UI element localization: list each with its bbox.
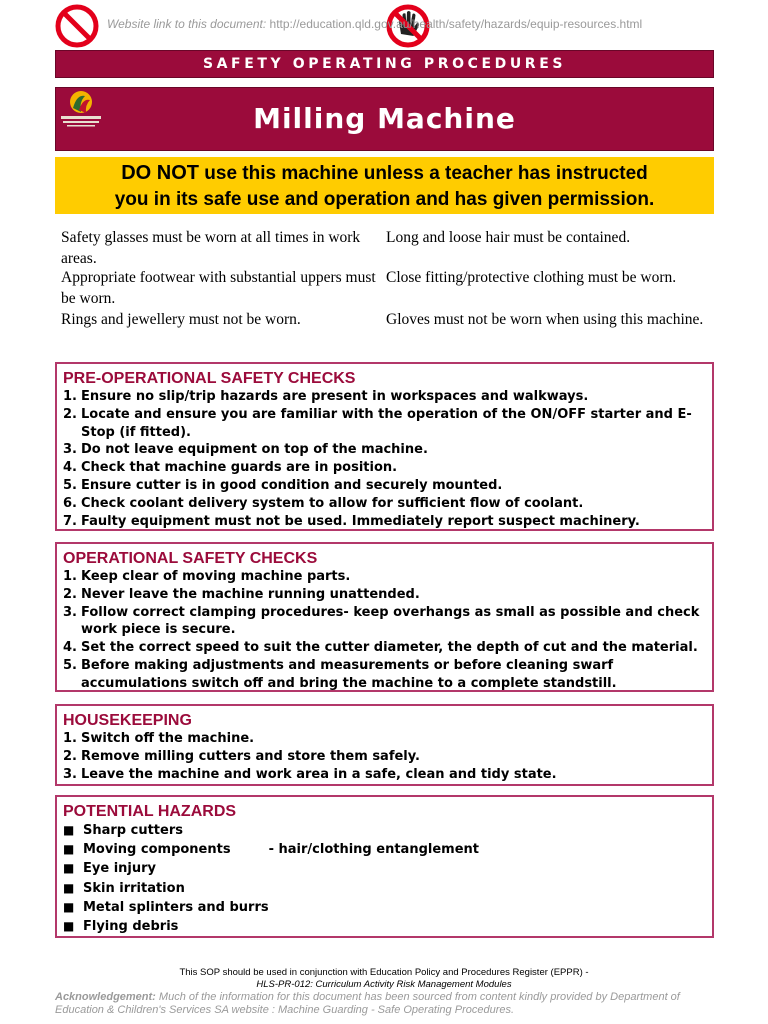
bullet-icon: ■: [63, 880, 75, 895]
list-item: 4. Set the correct speed to suit the cutter diameter, the depth of cut and the material.: [63, 640, 698, 656]
machine-title: Milling Machine: [55, 87, 714, 151]
housekeeping-title: HOUSEKEEPING: [63, 712, 192, 729]
section-banner: SAFETY OPERATING PROCEDURES: [55, 50, 714, 78]
list-item: ■ Sharp cutters: [63, 821, 712, 840]
bullet-icon: ■: [63, 842, 75, 857]
list-item: 3. Follow correct clamping procedures- keep overhangs as small as possible and check work piece is secure.: [63, 604, 700, 638]
list-item: 1. Switch off the machine.: [63, 731, 255, 746]
list-item: 5. Ensure cutter is in good condition and securely mounted.: [63, 477, 503, 493]
list-item: 1. Ensure no slip/trip hazards are present in workspaces and walkways.: [63, 389, 589, 404]
rule-jewellery: Rings and jewellery must not be worn.: [61, 311, 301, 328]
rule-footwear: Appropriate footwear with substantial uppers must be worn.: [61, 269, 376, 307]
warning-line2: you in its safe use and operation and has given permission.: [114, 189, 655, 210]
list-item: 2. Never leave the machine running unattended.: [63, 586, 420, 602]
pre-operational-checks-section: [55, 362, 714, 531]
website-link-url[interactable]: http://education.qld.gov.au/health/safety/hazards/equip-resources.html: [269, 17, 643, 31]
do-not-use-warning: [55, 157, 714, 214]
website-link[interactable]: [107, 17, 642, 31]
list-item: 6. Check coolant delivery system to allow for sufficient flow of coolant.: [63, 495, 584, 511]
footer-module-reference: HLS-PR-012: Curriculum Activity Risk Management Modules: [256, 979, 512, 990]
list-item: 5. Before making adjustments and measurements or before cleaning swarf accumulations switch off and bring the machine to a complete standstill.: [63, 657, 617, 691]
list-item: 2. Locate and ensure you are familiar with the operation of the ON/OFF starter and E-Stop (if fitted).: [63, 406, 692, 440]
list-item: 7. Faulty equipment must not be used. Immediately report suspect machinery.: [63, 513, 640, 529]
warning-line1: use this machine unless a teacher has instructed: [199, 163, 648, 184]
list-item: 4. Check that machine guards are in position.: [63, 460, 398, 476]
operational-title: OPERATIONAL SAFETY CHECKS: [63, 550, 318, 567]
list-item: 3. Do not leave equipment on top of the machine.: [63, 442, 428, 458]
rule-gloves: Gloves must not be worn when using this machine.: [386, 311, 704, 328]
list-item: 1. Keep clear of moving machine parts.: [63, 569, 351, 584]
no-entry-sign-icon: [55, 4, 99, 48]
acknowledgement-text: Much of the information for this document has been sourced from content kindly provided by Department of Education & Children's Services SA website : Machine Guarding - Safe Operating Procedures.: [55, 991, 680, 1016]
acknowledgement-label: Acknowledgement:: [55, 991, 156, 1003]
rule-safety-glasses: Safety glasses must be worn at all times in work areas.: [61, 229, 361, 267]
footer-eppr-note: This SOP should be used in conjunction with Education Policy and Procedures Register (EPPR) -: [179, 967, 589, 978]
do-not-emphasis: DO NOT: [121, 162, 199, 184]
list-item: ■ Metal splinters and burrs: [63, 898, 712, 917]
list-item: ■ Skin irritation: [63, 879, 712, 898]
bullet-icon: ■: [63, 919, 75, 934]
list-item: ■ Moving components - hair/clothing entanglement: [63, 840, 712, 859]
list-item: ■ Flying debris: [63, 917, 712, 936]
potential-hazards-section: [55, 795, 714, 938]
rule-clothing: Close fitting/protective clothing must be worn.: [386, 269, 677, 286]
operational-checks-section: [55, 542, 714, 692]
list-item: ■ Eye injury: [63, 859, 712, 878]
rule-hair: Long and loose hair must be contained.: [386, 229, 631, 246]
acknowledgement: [55, 991, 715, 1017]
list-item: 2. Remove milling cutters and store them safely.: [63, 748, 420, 764]
bullet-icon: ■: [63, 861, 75, 876]
housekeeping-section: [55, 704, 714, 786]
website-link-label: Website link to this document:: [107, 17, 267, 31]
queensland-government-logo: [57, 88, 105, 138]
list-item: 3. Leave the machine and work area in a safe, clean and tidy state.: [63, 766, 557, 782]
bullet-icon: ■: [63, 899, 75, 914]
pre-operational-title: PRE-OPERATIONAL SAFETY CHECKS: [63, 370, 356, 387]
bullet-icon: ■: [63, 823, 75, 837]
potential-hazards-title: POTENTIAL HAZARDS: [63, 803, 237, 820]
